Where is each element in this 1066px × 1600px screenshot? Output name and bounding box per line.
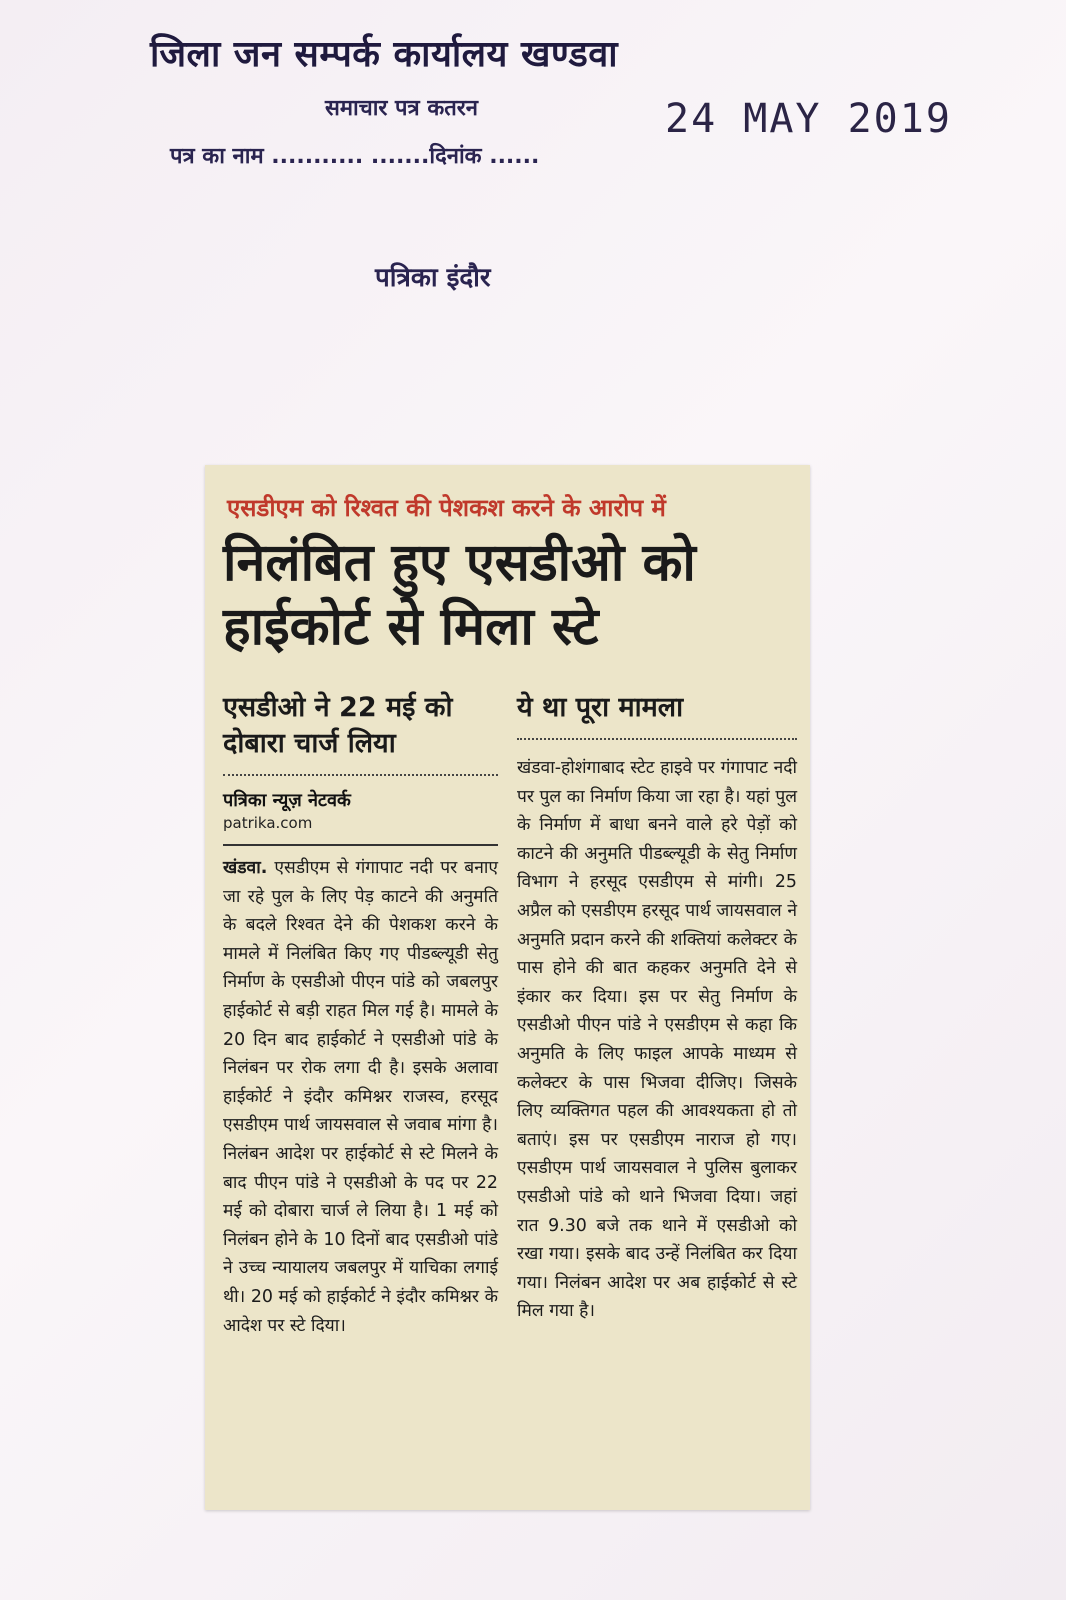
article-right-column xyxy=(517,690,797,1326)
right-subhead: ये था पूरा मामला xyxy=(517,692,684,723)
stamp-paper-name-line: पत्र का नाम ........... .......दिनांक ...... xyxy=(170,144,540,169)
byline-website: patrika.com xyxy=(223,814,313,832)
dotted-divider xyxy=(223,774,498,776)
article-headline: निलंबित हुए एसडीओ को हाईकोर्ट से मिला स्टे xyxy=(223,533,696,657)
right-body: खंडवा-होशंगाबाद स्टेट हाइवे पर गंगापाट नदी पर पुल का निर्माण किया जा रहा है। यहां पुल के निर्माण में बाधा बनने वाले हरे पेड़ों को काटने की अनुमति पीडब्ल्यूडी के सेतु निर्माण विभाग ने हरसूद एसडीएम से मांगी। 25 अप्रैल को एसडीएम हरसूद पार्थ जायसवाल ने अनुमति प्रदान करने की शक्तियां कलेक्टर के पास होने की बात कहकर अनुमति देने से इंकार कर दिया। इस पर सेतु निर्माण के एसडीओ पीएन पांडे ने एसडीएम से कहा कि अनुमति के लिए फाइल आपके माध्यम से कलेक्टर के पास भिजवा दीजिए। जिसके लिए व्यक्तिगत पहल की आवश्यकता हो तो बताएं। इस पर एसडीएम नाराज हो गए। एसडीएम पार्थ जायसवाल ने पुलिस बुलाकर एसडीओ पांडे को थाने भिजवा दिया। जहां रात 9.30 बजे तक थाने में एसडीओ को रखा गया। इसके बाद उन्हें निलंबित कर दिया गया। निलंबन आदेश पर अब हाईकोर्ट से स्टे मिल गया है। xyxy=(517,758,797,1322)
left-subhead: एसडीओ ने 22 मई को दोबारा चार्ज लिया xyxy=(223,692,453,759)
clipping-label: समाचार पत्र कतरन xyxy=(325,96,478,121)
newspaper-clipping xyxy=(205,465,810,1510)
left-body-text: एसडीएम से गंगापाट नदी पर बनाए जा रहे पुल के लिए पेड़ काटने की अनुमति के बदले रिश्वत देने की पेशकश करने के मामले में निलंबित किए गए पीडब्ल्यूडी सेतु निर्माण के एसडीओ पीएन पांडे को जबलपुर हाईकोर्ट से बड़ी राहत मिल गई है। मामले के 20 दिन बाद हाईकोर्ट ने एसडीओ पांडे के निलंबन पर रोक लगा दी है। इसके अलावा हाईकोर्ट ने इंदौर कमिश्नर राजस्व, हरसूद एसडीएम पार्थ जायसवाल से जवाब मांगा है। निलंबन आदेश पर हाईकोर्ट से स्टे मिलने के बाद पीएन पांडे ने एसडीओ के पद पर 22 मई को दोबारा चार्ज ले लिया है। 1 मई को निलंबन होने के 10 दिनों बाद एसडीओ पांडे ने उच्च न्यायालय जबलपुर में याचिका लगाई थी। 20 मई को हाईकोर्ट ने इंदौर कमिश्नर के आदेश पर स्टे दिया। xyxy=(223,858,498,1336)
article-kicker: एसडीएम को रिश्वत की पेशकश करने के आरोप में xyxy=(227,494,666,522)
dateline: खंडवा. xyxy=(223,858,268,878)
dotted-divider xyxy=(517,738,797,740)
office-stamp-title: जिला जन सम्पर्क कार्यालय खण्डवा xyxy=(150,34,619,75)
newspaper-name: पत्रिका इंदौर xyxy=(375,263,491,293)
column-rule xyxy=(223,844,498,846)
left-body xyxy=(223,854,498,1340)
article-left-column xyxy=(223,690,498,1340)
byline: पत्रिका न्यूज़ नेटवर्क xyxy=(223,790,351,811)
date-stamp: 24 MAY 2019 xyxy=(665,96,952,142)
